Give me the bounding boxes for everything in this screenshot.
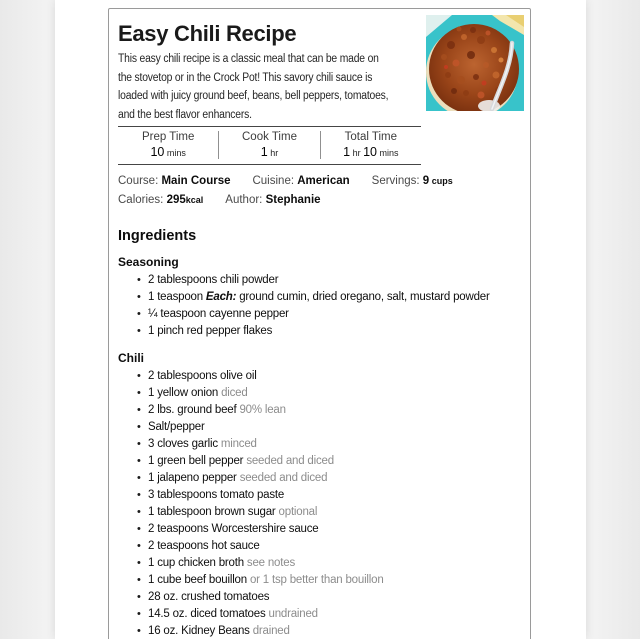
- ingredient-group-heading: Seasoning: [118, 255, 179, 269]
- ingredient-item: [148, 623, 524, 639]
- text-part: ground cumin, dried oregano, salt, mustard powder: [236, 291, 490, 303]
- ingredient-item: [148, 323, 524, 340]
- text-part: 1 teaspoon: [148, 291, 206, 303]
- ingredient-group-heading: Chili: [118, 351, 144, 365]
- text-part: 3 cloves garlic: [148, 438, 221, 450]
- meta-item-author: [225, 191, 320, 210]
- ingredient-item: [148, 289, 524, 306]
- time-label: Prep Time: [141, 131, 195, 143]
- time-label: Total Time: [344, 131, 398, 143]
- ingredient-item: [148, 306, 524, 323]
- ingredient-list: [118, 368, 524, 639]
- meta-label: Cuisine:: [252, 175, 298, 187]
- ingredient-item: [148, 572, 524, 589]
- text-part: or 1 tsp better than bouillon: [249, 574, 384, 586]
- text-part: 1 yellow onion: [148, 387, 222, 399]
- text-part: mins: [377, 148, 399, 158]
- text-part: 1 jalapeno pepper: [148, 472, 240, 484]
- text-part: 2 teaspoons Worcestershire sauce: [148, 523, 319, 535]
- meta-row: [118, 191, 524, 210]
- time-table: [118, 126, 421, 165]
- text-part: seeded and diced: [246, 455, 334, 467]
- text-part: 1 cube beef bouillon: [148, 574, 250, 586]
- text-part: 3 tablespoons tomato paste: [148, 489, 285, 501]
- text-part: diced: [221, 387, 248, 399]
- text-part: 1 tablespoon brown sugar: [148, 506, 279, 518]
- chili-pot-photo: [426, 15, 524, 111]
- text-part: optional: [278, 506, 318, 518]
- ingredient-item: [148, 470, 524, 487]
- text-part: Salt/pepper: [148, 421, 205, 433]
- description-line: This easy chili recipe is a classic meal that can be made on: [118, 53, 379, 65]
- time-total-time: [320, 131, 421, 159]
- ingredient-item: [148, 272, 524, 289]
- meta-value: [266, 194, 321, 206]
- text-part: 2 lbs. ground beef: [148, 404, 240, 416]
- text-part: 1 green bell pepper: [148, 455, 247, 467]
- time-value: [219, 145, 319, 159]
- text-part: ¼ teaspoon cayenne pepper: [148, 308, 289, 320]
- text-part: 1: [343, 145, 351, 159]
- time-value: [321, 145, 421, 159]
- ingredient-item: [148, 385, 524, 402]
- text-part: 10: [150, 145, 165, 159]
- ingredient-item: [148, 453, 524, 470]
- text-part: hr: [267, 148, 279, 158]
- text-part: kcal: [185, 194, 204, 205]
- meta-value: [167, 194, 204, 206]
- ingredient-item: [148, 436, 524, 453]
- ingredient-item: [148, 368, 524, 385]
- recipe-title: Easy Chili Recipe: [118, 21, 297, 46]
- meta-item-calories: [118, 191, 203, 210]
- ingredient-item: [148, 504, 524, 521]
- description-line: and the best flavor enhancers.: [118, 108, 252, 121]
- ingredient-item: [148, 589, 524, 606]
- ingredient-item: [148, 419, 524, 436]
- ingredient-item: [148, 606, 524, 623]
- text-part: Main Course: [161, 175, 231, 187]
- meta-item-cuisine: [252, 172, 349, 191]
- text-part: American: [297, 175, 350, 187]
- ingredient-item: [148, 402, 524, 419]
- meta-label: Author:: [225, 193, 266, 206]
- text-part: 1 pinch red pepper flakes: [148, 325, 273, 337]
- recipe-header: [118, 19, 524, 124]
- text-part: 2 tablespoons olive oil: [148, 370, 257, 382]
- text-part: 9: [422, 175, 430, 187]
- text-part: Stephanie: [265, 193, 321, 206]
- text-part: 16 oz. Kidney Beans: [148, 625, 253, 637]
- ingredients-heading: Ingredients: [118, 228, 197, 244]
- time-cook-time: [218, 131, 319, 159]
- text-part: 28 oz. crushed tomatoes: [148, 591, 270, 603]
- recipe-card: [108, 8, 531, 639]
- text-part: hr: [350, 148, 364, 158]
- meta-row: [118, 172, 524, 191]
- ingredient-list: [118, 272, 524, 340]
- text-part: mins: [164, 148, 186, 158]
- recipe-header-text: [118, 19, 426, 124]
- text-part: 14.5 oz. diced tomatoes: [148, 608, 269, 620]
- time-label: Cook Time: [242, 131, 297, 143]
- text-part: see notes: [246, 557, 295, 569]
- text-part: 1 cup chicken broth: [148, 557, 247, 569]
- recipe-description: [118, 50, 426, 124]
- text-part: drained: [252, 625, 290, 637]
- text-part: 2 teaspoons hot sauce: [148, 540, 260, 552]
- ingredient-item: [148, 521, 524, 538]
- meta-label: Course:: [118, 175, 162, 187]
- meta-label: Calories:: [118, 193, 167, 206]
- text-part: 2 tablespoons chili powder: [148, 274, 279, 286]
- text-part: 295: [166, 193, 186, 206]
- meta-value: [423, 175, 453, 187]
- ingredient-item: [148, 555, 524, 572]
- meta-item-servings: [372, 172, 453, 191]
- text-part: minced: [220, 438, 257, 450]
- text-part: 10: [363, 145, 377, 159]
- text-part: Each:: [205, 291, 237, 303]
- ingredients-section: [118, 228, 524, 639]
- recipe-meta: [118, 172, 524, 209]
- meta-label: Servings:: [371, 175, 423, 187]
- ingredient-item: [148, 538, 524, 555]
- time-value: [118, 145, 218, 159]
- ingredient-groups: [118, 255, 524, 639]
- meta-value: [297, 175, 349, 187]
- meta-item-course: [118, 172, 230, 191]
- text-part: 90% lean: [239, 404, 286, 416]
- description-line: the stovetop or in the Crock Pot! This savory chili sauce is: [118, 71, 373, 84]
- time-prep-time: [118, 131, 218, 159]
- description-line: loaded with juicy ground beef, beans, bell peppers, tomatoes,: [118, 90, 389, 102]
- text-part: cups: [429, 176, 453, 186]
- text-part: seeded and diced: [239, 472, 328, 484]
- meta-value: [161, 175, 230, 187]
- text-part: 1: [260, 145, 268, 159]
- ingredient-item: [148, 487, 524, 504]
- text-part: undrained: [268, 608, 318, 620]
